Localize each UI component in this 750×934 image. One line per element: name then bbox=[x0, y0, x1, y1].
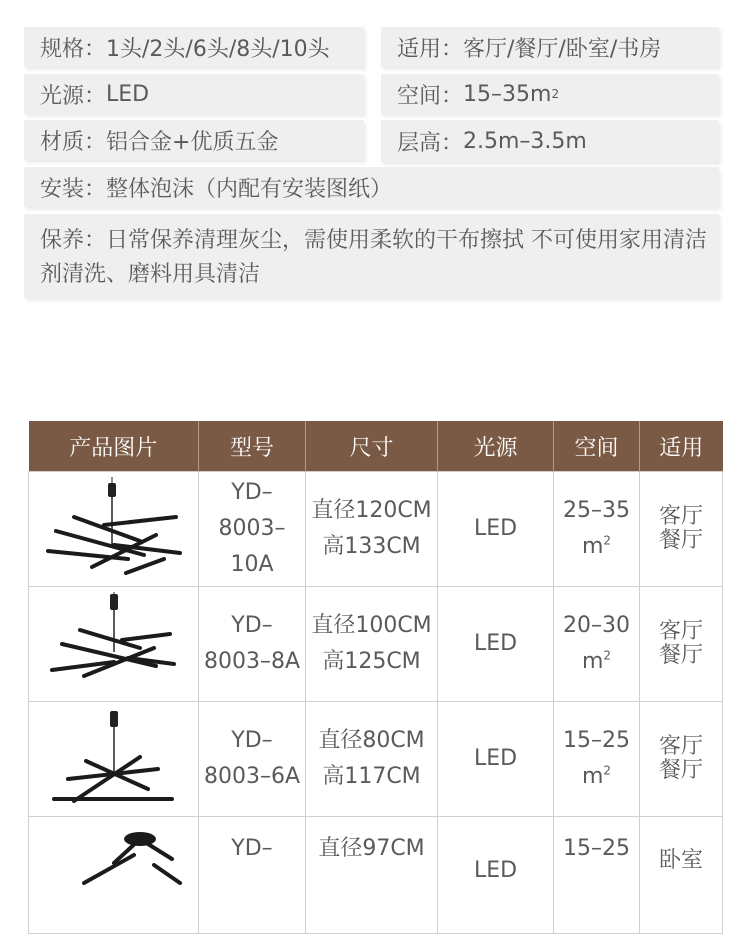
header-cell: 产品图片 bbox=[29, 421, 199, 472]
use-cell bbox=[640, 472, 723, 587]
light-cell: LED bbox=[438, 587, 554, 702]
spec-label: 安装： bbox=[40, 176, 107, 202]
use-cell bbox=[640, 702, 723, 817]
size-cell bbox=[306, 472, 438, 587]
space-cell bbox=[554, 817, 640, 934]
spec-value: 铝合金+优质五金 bbox=[106, 129, 279, 155]
spec-value: 客厅/餐厅/卧室/书房 bbox=[463, 36, 662, 62]
size-line: 高133CM bbox=[322, 534, 421, 559]
header-cell: 型号 bbox=[199, 421, 306, 472]
product-image-cell bbox=[29, 817, 199, 934]
space-value: 15–25 bbox=[563, 728, 630, 753]
model-cell bbox=[199, 817, 306, 934]
chandelier-8-image bbox=[44, 590, 184, 698]
table-header-row bbox=[29, 421, 723, 472]
spec-cenggao bbox=[381, 120, 719, 162]
model-line: YD– bbox=[231, 728, 273, 753]
table-row bbox=[29, 587, 723, 702]
header-cell: 适用 bbox=[640, 421, 723, 472]
space-value: 25–35 bbox=[563, 498, 630, 523]
spec-guige bbox=[24, 27, 364, 67]
space-unit: m bbox=[581, 649, 604, 674]
space-cell bbox=[554, 587, 640, 702]
light-cell: LED bbox=[438, 702, 554, 817]
header-cell: 空间 bbox=[554, 421, 640, 472]
size-line: 直径80CM bbox=[318, 728, 425, 753]
size-line: 直径97CM bbox=[318, 836, 425, 861]
size-line: 高125CM bbox=[322, 649, 421, 674]
space-sup: 2 bbox=[603, 648, 612, 663]
light-cell bbox=[438, 817, 554, 934]
size-line: 直径120CM bbox=[311, 498, 432, 523]
space-unit: m bbox=[581, 764, 604, 789]
use-cell bbox=[640, 587, 723, 702]
header-cell: 尺寸 bbox=[306, 421, 438, 472]
model-line: 8003–10A bbox=[218, 516, 286, 577]
size-cell bbox=[306, 817, 438, 934]
product-table bbox=[28, 421, 723, 934]
spec-kongjian: 空间： 15–35m 2 bbox=[381, 74, 719, 114]
spec-label: 适用： bbox=[397, 36, 464, 62]
size-cell bbox=[306, 587, 438, 702]
use-line: 餐厅 bbox=[658, 643, 703, 668]
spec-caizhi bbox=[24, 120, 364, 160]
product-image-cell bbox=[29, 587, 199, 702]
spec-label: 光源： bbox=[40, 83, 107, 109]
use-line: 客厅 bbox=[658, 504, 703, 529]
spec-label: 保养： bbox=[40, 228, 107, 253]
light-value: LED bbox=[473, 858, 518, 883]
spec-baoyang bbox=[24, 214, 719, 298]
size-line: 高117CM bbox=[322, 764, 421, 789]
spec-value: LED bbox=[106, 81, 150, 107]
size-line: 直径100CM bbox=[311, 613, 432, 638]
table-row bbox=[29, 817, 723, 934]
space-sup: 2 bbox=[603, 533, 612, 548]
spec-value: 2.5m–3.5m bbox=[463, 128, 587, 154]
spec-label: 层高： bbox=[397, 130, 464, 156]
light-cell: LED bbox=[438, 472, 554, 587]
spec-label: 空间： bbox=[397, 83, 464, 109]
product-image-cell bbox=[29, 702, 199, 817]
spec-label: 规格： bbox=[40, 36, 107, 62]
product-image-cell bbox=[29, 472, 199, 587]
use-line: 餐厅 bbox=[658, 528, 703, 553]
model-line: YD– bbox=[231, 613, 273, 638]
spec-shiyong bbox=[381, 27, 719, 67]
space-cell bbox=[554, 702, 640, 817]
chandelier-partial-image bbox=[44, 825, 184, 885]
use-line: 客厅 bbox=[658, 734, 703, 759]
spec-value: 整体泡沫（内配有安装图纸） bbox=[106, 176, 393, 202]
space-unit: m bbox=[581, 534, 604, 559]
spec-label: 材质： bbox=[40, 129, 107, 155]
chandelier-6-image bbox=[44, 705, 184, 813]
use-line: 客厅 bbox=[658, 619, 703, 644]
size-cell bbox=[306, 702, 438, 817]
spec-value: 日常保养清理灰尘，需使用柔软的干布擦拭 不可使用家用清洁剂清洗、磨料用具清洁 bbox=[40, 228, 708, 287]
model-line: 8003–6A bbox=[203, 764, 301, 789]
space-value: 15–25 bbox=[563, 836, 630, 861]
header-cell: 光源 bbox=[438, 421, 554, 472]
chandelier-10-image bbox=[44, 475, 184, 583]
model-cell bbox=[199, 472, 306, 587]
use-cell bbox=[640, 817, 723, 934]
model-cell bbox=[199, 587, 306, 702]
spec-value: 15–35m bbox=[463, 81, 552, 107]
spec-anzhuang bbox=[24, 167, 719, 207]
space-sup: 2 bbox=[603, 763, 612, 778]
table-row bbox=[29, 702, 723, 817]
spec-guangyuan bbox=[24, 74, 364, 114]
spec-value: 1头/2头/6头/8头/10头 bbox=[106, 36, 330, 62]
space-value: 20–30 bbox=[563, 613, 630, 638]
model-cell bbox=[199, 702, 306, 817]
model-line: 8003–8A bbox=[203, 649, 301, 674]
table-row bbox=[29, 472, 723, 587]
space-cell bbox=[554, 472, 640, 587]
model-line: YD– bbox=[231, 836, 273, 861]
use-line: 餐厅 bbox=[658, 758, 703, 783]
use-line: 卧室 bbox=[658, 848, 703, 873]
model-line: YD– bbox=[231, 480, 273, 505]
